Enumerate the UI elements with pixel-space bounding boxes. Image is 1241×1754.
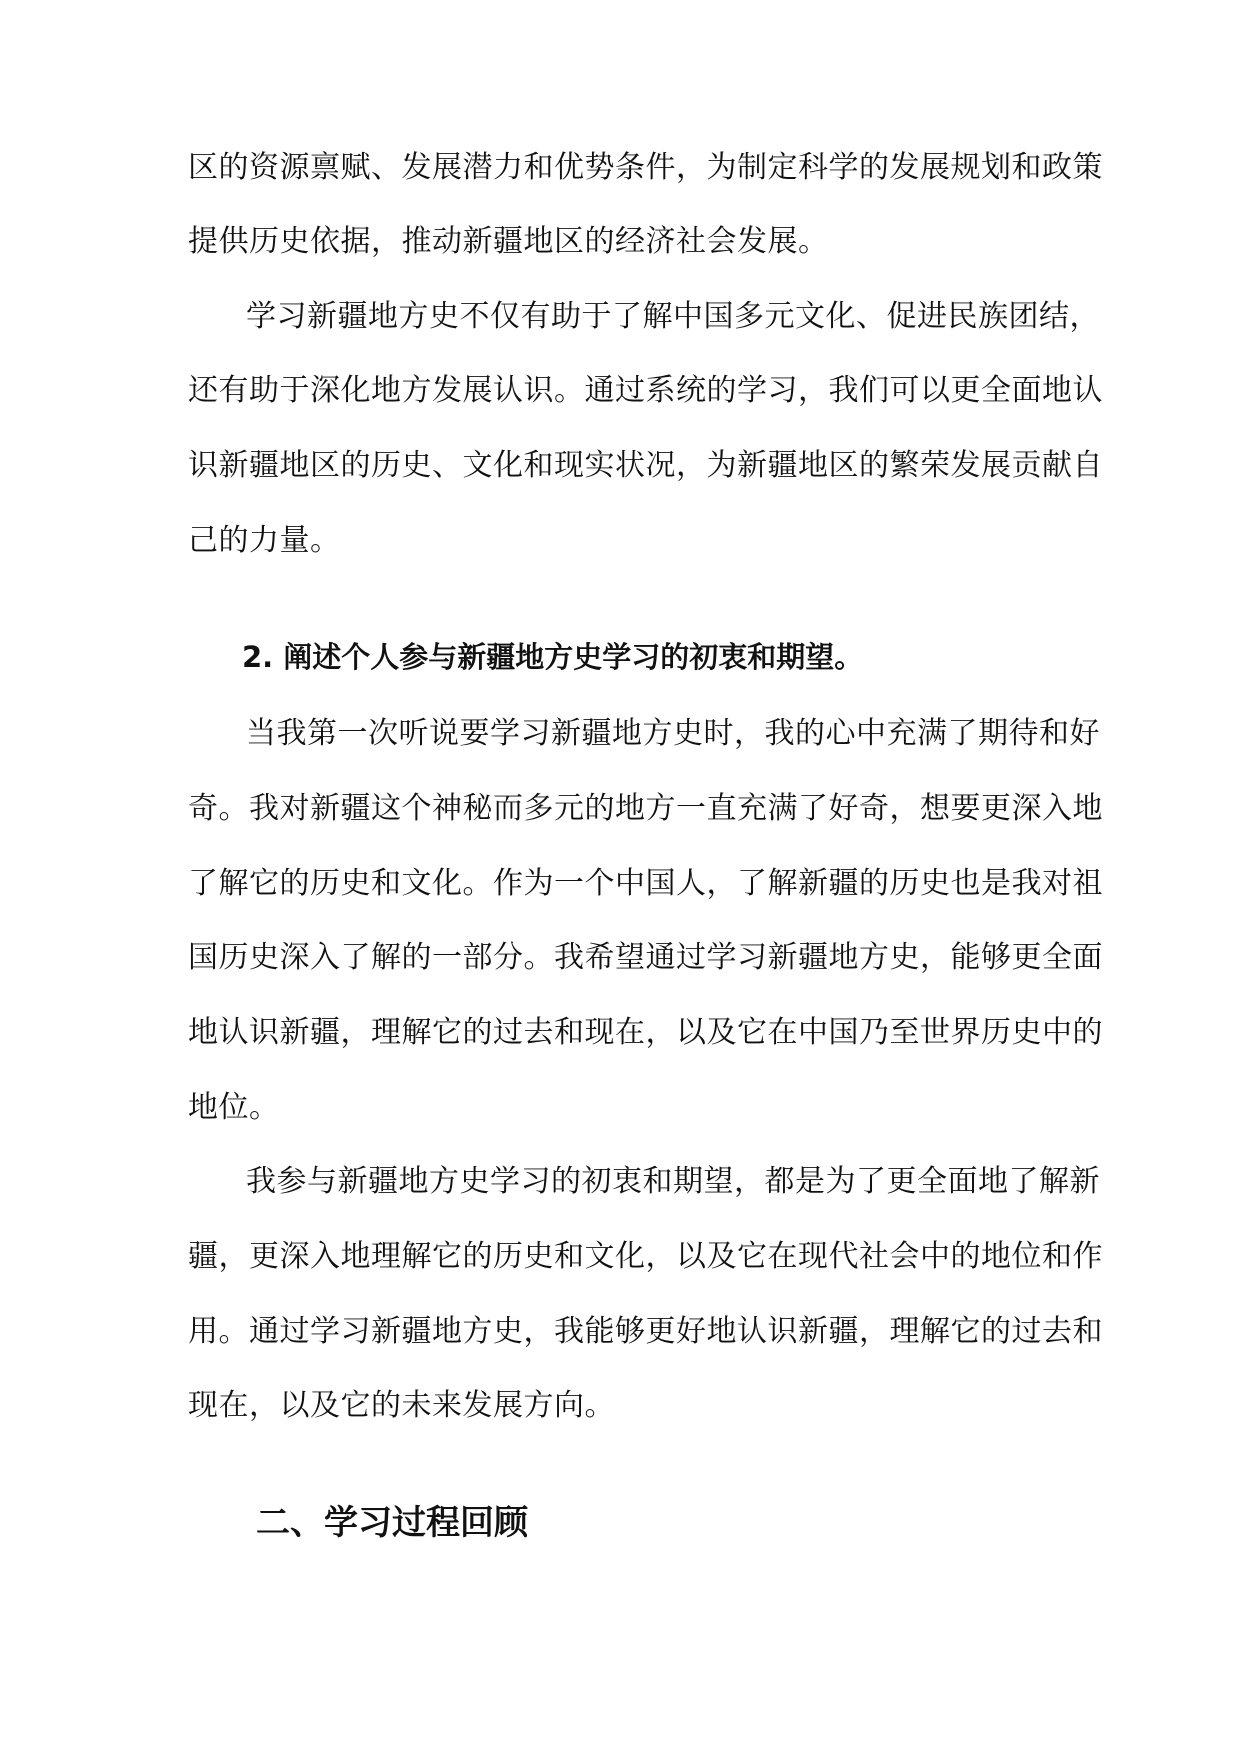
paragraph-1-line-1: 区的资源禀赋、发展潜力和优势条件，为制定科学的发展规划和政策 — [188, 150, 1103, 185]
paragraph-3-line-5: 地认识新疆，理解它的过去和现在，以及它在中国乃至世界历史中的 — [188, 1015, 1103, 1050]
paragraph-3-line-1: 当我第一次听说要学习新疆地方史时，我的心中充满了期待和好 — [246, 716, 1100, 751]
paragraph-2-line-2: 还有助于深化地方发展认识。通过系统的学习，我们可以更全面地认 — [188, 373, 1103, 408]
paragraph-3-line-2: 奇。我对新疆这个神秘而多元的地方一直充满了好奇，想要更深入地 — [188, 791, 1103, 826]
paragraph-3-line-4: 国历史深入了解的一部分。我希望通过学习新疆地方史，能够更全面 — [188, 940, 1103, 975]
paragraph-3-line-6: 地位。 — [188, 1090, 280, 1125]
paragraph-3-line-3: 了解它的历史和文化。作为一个中国人，了解新疆的历史也是我对祖 — [188, 866, 1103, 901]
section-2-heading: 2. 阐述个人参与新疆地方史学习的初衷和期望。 — [242, 640, 864, 674]
paragraph-4-line-4: 现在，以及它的未来发展方向。 — [188, 1388, 615, 1423]
paragraph-2-line-1: 学习新疆地方史不仅有助于了解中国多元文化、促进民族团结， — [246, 299, 1100, 334]
paragraph-2-line-3: 识新疆地区的历史、文化和现实状况，为新疆地区的繁荣发展贡献自 — [188, 448, 1103, 483]
paragraph-4-line-3: 用。通过学习新疆地方史，我能够更好地认识新疆，理解它的过去和 — [188, 1314, 1103, 1349]
chapter-2-heading: 二、学习过程回顾 — [256, 1503, 528, 1543]
paragraph-4-line-1: 我参与新疆地方史学习的初衷和期望，都是为了更全面地了解新 — [246, 1164, 1100, 1199]
paragraph-4-line-2: 疆，更深入地理解它的历史和文化，以及它在现代社会中的地位和作 — [188, 1239, 1103, 1274]
paragraph-2-line-4: 己的力量。 — [188, 523, 341, 558]
paragraph-1-line-2: 提供历史依据，推动新疆地区的经济社会发展。 — [188, 224, 829, 259]
